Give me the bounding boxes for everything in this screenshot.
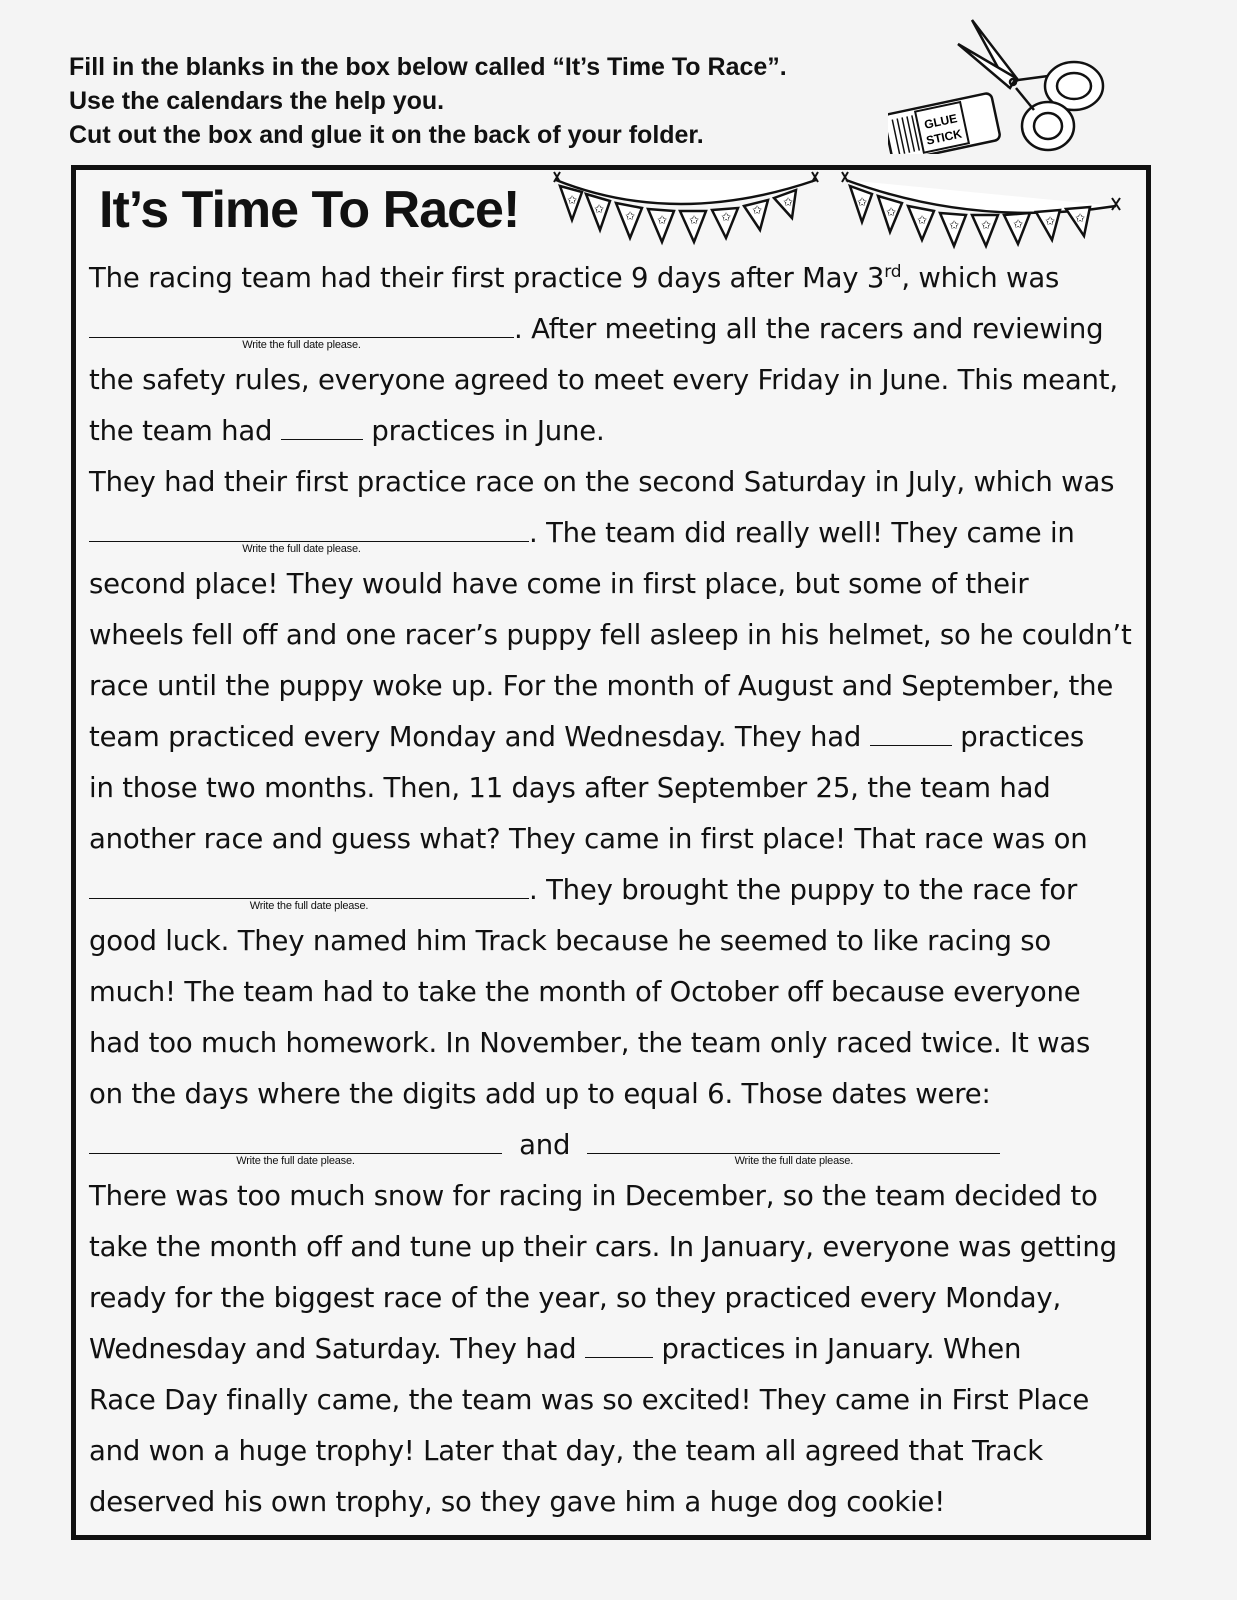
story-line: the team had practices in June. [89, 415, 605, 447]
story-title: It’s Time To Race! [99, 181, 520, 239]
instructions [69, 50, 787, 152]
date-blank-2[interactable] [89, 517, 529, 555]
svg-text:✩: ✩ [751, 203, 763, 217]
story-line: the safety rules, everyone agreed to meet every Friday in June. This meant, [89, 364, 1118, 396]
june-practices-blank[interactable] [281, 415, 363, 440]
story-line: Write the full date please. and Write the full date please. [89, 1120, 1134, 1171]
svg-text:✩: ✩ [624, 209, 636, 223]
svg-text:✩: ✩ [980, 218, 992, 232]
svg-text:✩: ✩ [1012, 217, 1024, 231]
svg-text:✩: ✩ [656, 213, 668, 227]
story-text [89, 253, 1134, 1528]
story-line: in those two months. Then, 11 days after September 25, the team had [89, 772, 1051, 804]
blank-caption: Write the full date please. [734, 1155, 854, 1167]
blank-caption: Write the full date please. [249, 900, 369, 912]
story-line: much! The team had to take the month of October off because everyone [89, 976, 1081, 1008]
date-blank-5[interactable] [587, 1129, 1000, 1167]
svg-text:✩: ✩ [1074, 211, 1086, 225]
story-line: another race and guess what? They came in first place! That race was on [89, 823, 1088, 855]
svg-text:✩: ✩ [688, 213, 700, 227]
story-line: and won a huge trophy! Later that day, the team all agreed that Track [89, 1435, 1043, 1467]
blank-caption: Write the full date please. [242, 339, 361, 351]
story-line: second place! They would have come in first place, but some of their [89, 568, 1029, 600]
instruction-line-1: Fill in the blanks in the box below called “It’s Time To Race”. [69, 53, 787, 81]
race-story-box [71, 165, 1151, 1540]
instruction-line-2: Use the calendars the help you. [69, 87, 445, 115]
january-practices-blank[interactable] [585, 1333, 653, 1358]
svg-text:✩: ✩ [948, 218, 960, 232]
svg-text:✩: ✩ [1044, 214, 1056, 228]
svg-text:✩: ✩ [720, 210, 732, 224]
date-blank-1[interactable] [89, 313, 514, 351]
svg-text:STICK: STICK [925, 126, 964, 148]
story-line: race until the puppy woke up. For the month of August and September, the [89, 670, 1114, 702]
scissors-glue-clipart [888, 14, 1138, 154]
svg-text:✩: ✩ [593, 202, 605, 216]
story-line: team practiced every Monday and Wednesday. They had practices [89, 721, 1084, 753]
svg-text:✩: ✩ [885, 205, 897, 219]
story-line: wheels fell off and one racer’s puppy fell asleep in his helmet, so he couldn’t [89, 619, 1132, 651]
story-line: There was too much snow for racing in December, so the team decided to [89, 1180, 1098, 1212]
story-line: ready for the biggest race of the year, so they practiced every Monday, [89, 1282, 1062, 1314]
blank-caption: Write the full date please. [236, 1155, 355, 1167]
blank-caption: Write the full date please. [242, 543, 361, 555]
svg-text:✩: ✩ [782, 195, 794, 209]
story-line: Write the full date please. . After meeting all the racers and reviewing [89, 304, 1134, 355]
date-blank-3[interactable] [89, 874, 529, 912]
story-line: The racing team had their first practice 9 days after May 3rd, which was [89, 261, 1060, 294]
story-line: Wednesday and Saturday. They had practices in January. When [89, 1333, 1022, 1365]
svg-text:✩: ✩ [566, 193, 578, 207]
story-line: Write the full date please. . The team did really well! They came in [89, 508, 1134, 559]
story-line: good luck. They named him Track because he seemed to like racing so [89, 925, 1052, 957]
instruction-line-3: Cut out the box and glue it on the back of your folder. [69, 121, 704, 149]
story-line: had too much homework. In November, the team only raced twice. It was [89, 1027, 1091, 1059]
story-line: on the days where the digits add up to equal 6. Those dates were: [89, 1078, 991, 1110]
bunting-banner-icon [546, 168, 1146, 263]
svg-text:GLUE: GLUE [922, 111, 959, 132]
svg-text:✩: ✩ [856, 195, 868, 209]
date-blank-4[interactable] [89, 1129, 502, 1167]
story-line: deserved his own trophy, so they gave him a huge dog cookie! [89, 1486, 946, 1518]
aug-sep-practices-blank[interactable] [870, 721, 952, 746]
story-line: They had their first practice race on the second Saturday in July, which was [89, 466, 1115, 498]
glue-stick-icon [888, 92, 1001, 154]
story-line: Write the full date please. . They brought the puppy to the race for [89, 865, 1134, 916]
story-line: Race Day finally came, the team was so excited! They came in First Place [89, 1384, 1090, 1416]
story-line: take the month off and tune up their cars. In January, everyone was getting [89, 1231, 1117, 1263]
svg-text:✩: ✩ [916, 213, 928, 227]
